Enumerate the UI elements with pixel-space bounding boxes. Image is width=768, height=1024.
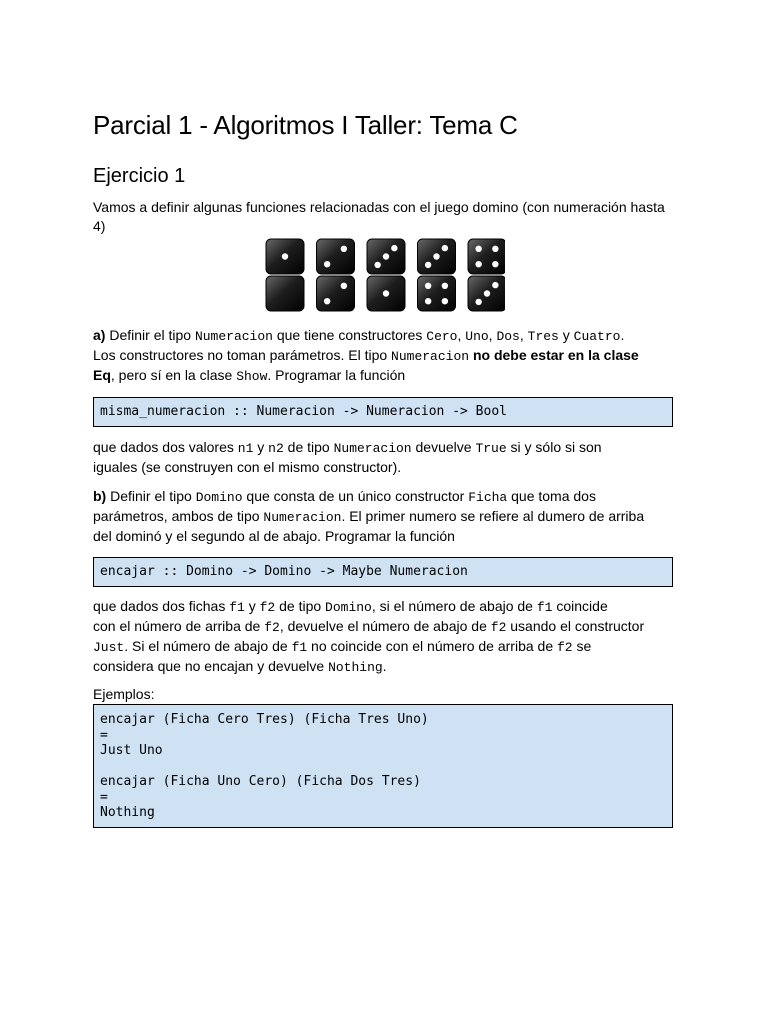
text: Los constructores no toman parámetros. El tipo <box>93 347 392 363</box>
code-numeracion: Numeracion <box>391 349 470 364</box>
text: que tiene constructores <box>272 327 427 343</box>
text: de tipo <box>275 598 326 614</box>
domino-pip <box>425 262 431 268</box>
after-sig2-line-4 <box>93 657 673 677</box>
text: . Programar la función <box>267 367 406 383</box>
code-line: misma_numeracion :: Numeracion -> Numeracion -> Bool <box>100 404 507 419</box>
code-uno: Uno <box>465 329 489 344</box>
domino-pip <box>475 261 481 267</box>
after-sig2-line-1 <box>93 597 673 617</box>
domino-pip <box>442 298 448 304</box>
domino-pip <box>475 246 481 252</box>
domino-bottom-half <box>266 276 304 311</box>
text: . El primer numero se refiere al dumero de arriba <box>341 508 645 524</box>
text: y <box>244 598 260 614</box>
example-line: = <box>100 727 108 743</box>
code-domino: Domino <box>325 600 372 615</box>
domino-pip <box>282 253 288 259</box>
code-numeracion: Numeracion <box>333 441 412 456</box>
part-a-line-3 <box>93 366 673 386</box>
code-ficha: Ficha <box>468 490 508 505</box>
domino-pip <box>492 282 498 288</box>
part-a-label: a) <box>93 327 106 343</box>
code-f1: f1 <box>291 640 308 655</box>
domino-tile <box>468 239 505 311</box>
domino-pip <box>383 290 389 296</box>
text: usando el constructor <box>506 618 645 634</box>
text: Definir el tipo <box>106 488 196 504</box>
code-show: Show <box>236 369 268 384</box>
domino-bottom-half <box>418 276 456 311</box>
code-cero: Cero <box>426 329 458 344</box>
example-line <box>100 759 666 775</box>
text: devuelve <box>411 439 476 455</box>
signature-misma-numeracion <box>93 397 673 427</box>
domino-pip <box>425 283 431 289</box>
code-f1: f1 <box>536 600 553 615</box>
code-f2: f2 <box>259 600 276 615</box>
after-sig1-line-2: iguales (se construyen con el mismo constructor). <box>93 459 402 475</box>
bold-text: Eq <box>93 367 111 383</box>
code-f1: f1 <box>229 600 245 615</box>
domino-bottom-half <box>317 276 355 311</box>
signature-encajar <box>93 557 673 587</box>
example-line: = <box>100 789 108 805</box>
text: coincide <box>552 598 608 614</box>
domino-pip <box>391 245 397 251</box>
part-b-line-3: del dominó y el segundo al de abajo. Programar la función <box>93 528 455 544</box>
code-true: True <box>475 441 507 456</box>
page-title: Parcial 1 - Algoritmos I Taller: Tema C <box>93 110 518 140</box>
text: y <box>253 439 269 455</box>
domino-pip <box>475 299 481 305</box>
domino-tiles-image <box>265 238 505 312</box>
text: , pero sí en la clase <box>110 367 237 383</box>
code-tres: Tres <box>527 329 559 344</box>
domino-tile <box>367 239 405 311</box>
text: considera que no encajan y devuelve <box>93 658 329 674</box>
domino-top-half <box>468 239 505 274</box>
code-dos: Dos <box>496 329 520 344</box>
after-sig2-line-2 <box>93 617 673 637</box>
code-f2: f2 <box>490 620 507 635</box>
code-numeracion: Numeracion <box>194 329 273 344</box>
domino-pip <box>383 253 389 259</box>
domino-pip <box>341 283 347 289</box>
domino-pip <box>433 253 439 259</box>
examples-code-block <box>93 704 673 828</box>
domino-pip <box>324 298 330 304</box>
code-just: Just <box>93 640 125 655</box>
text: Definir el tipo <box>105 327 195 343</box>
exercise-heading: Ejercicio 1 <box>93 165 186 187</box>
domino-pip <box>442 283 448 289</box>
code-numeracion: Numeracion <box>263 510 342 525</box>
text: que dados dos valores <box>93 439 238 455</box>
domino-tile <box>266 239 304 311</box>
text: , devuelve el número de abajo de <box>279 618 491 634</box>
example-line: Just Uno <box>100 743 163 758</box>
text: y <box>558 327 574 343</box>
domino-pip <box>442 245 448 251</box>
part-a-line-2 <box>93 346 673 366</box>
text: que consta de un único constructor <box>242 488 469 504</box>
domino-pip <box>492 261 498 267</box>
text: no coincide con el número de arriba de <box>307 638 557 654</box>
after-sig2-paragraph <box>93 597 673 677</box>
domino-pip <box>374 262 380 268</box>
text: . Si el número de abajo de <box>124 638 292 654</box>
text: que toma dos <box>507 488 596 504</box>
text: si y sólo si son <box>506 439 602 455</box>
domino-pip <box>492 246 498 252</box>
text: , si el número de abajo de <box>371 598 537 614</box>
part-a-line-1 <box>93 326 673 346</box>
text: de tipo <box>283 439 334 455</box>
after-sig2-line-3 <box>93 637 673 657</box>
code-cuatro: Cuatro <box>573 329 621 344</box>
code-f2: f2 <box>557 640 573 655</box>
part-a-paragraph <box>93 326 673 386</box>
text: , <box>488 327 497 343</box>
text: . <box>620 327 625 343</box>
code-nothing: Nothing <box>328 660 383 675</box>
examples-label: Ejemplos: <box>93 686 155 702</box>
after-sig1-line-1 <box>93 438 673 458</box>
text: . <box>382 658 387 674</box>
code-n2: n2 <box>268 441 284 456</box>
domino-pip <box>484 290 490 296</box>
bold-text: no debe estar en la clase <box>469 347 639 363</box>
text: , <box>519 327 528 343</box>
after-sig1-paragraph <box>93 438 673 477</box>
domino-tile <box>317 239 355 311</box>
code-f2: f2 <box>264 620 280 635</box>
example-line: encajar (Ficha Cero Tres) (Ficha Tres Uno) <box>100 712 429 727</box>
code-line: encajar :: Domino -> Domino -> Maybe Numeracion <box>100 564 468 579</box>
text: parámetros, ambos de tipo <box>93 508 264 524</box>
text: con el número de arriba de <box>93 618 265 634</box>
domino-tile <box>418 239 456 311</box>
domino-pip <box>324 261 330 267</box>
domino-pip <box>341 246 347 252</box>
text: , <box>457 327 466 343</box>
code-n1: n1 <box>237 441 254 456</box>
text: que dados dos fichas <box>93 598 230 614</box>
example-line: encajar (Ficha Uno Cero) (Ficha Dos Tres) <box>100 774 421 789</box>
part-b-label: b) <box>93 488 107 504</box>
domino-pip <box>425 298 431 304</box>
code-domino: Domino <box>195 490 243 505</box>
intro-paragraph: Vamos a definir algunas funciones relacionadas con el juego domino (con numeración hasta 4) <box>93 199 665 234</box>
text: se <box>572 638 592 654</box>
part-b-line-1 <box>93 487 673 507</box>
example-line: Nothing <box>100 805 155 820</box>
part-b-line-2 <box>93 507 673 527</box>
part-b-paragraph <box>93 487 673 546</box>
domino-top-half <box>317 239 355 274</box>
